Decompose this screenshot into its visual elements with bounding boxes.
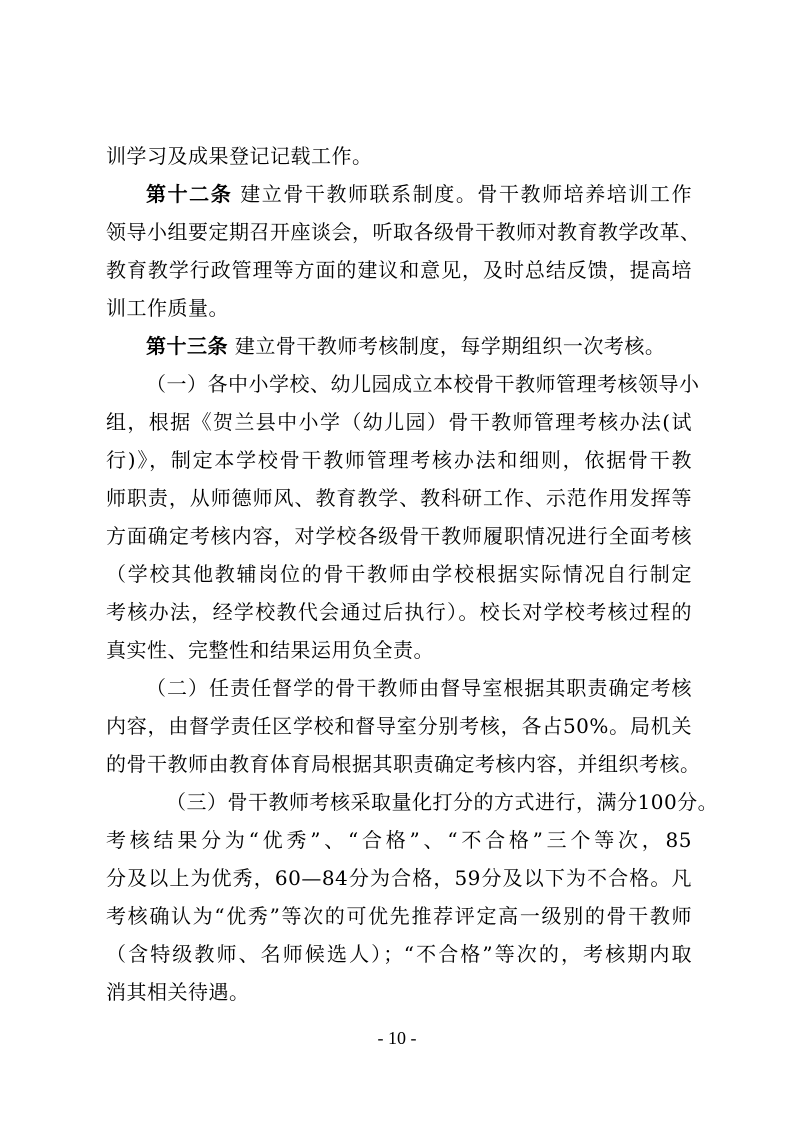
body-line — [106, 410, 692, 434]
body-line — [106, 904, 692, 928]
body-line — [106, 524, 692, 548]
body-line — [106, 220, 701, 244]
line-text: 领导小组要定期召开座谈会，听取各级骨干教师对教育教学改革、 — [106, 220, 701, 244]
line-text: 行)》，制定本学校骨干教师管理考核办法和细则，依据骨干教 — [106, 448, 692, 472]
line-text: 方面确定考核内容，对学校各级骨干教师履职情况进行全面考核 — [106, 524, 692, 548]
line-text: 教育教学行政管理等方面的建议和意见，及时总结反馈，提高培 — [106, 258, 692, 282]
line-text: 消其相关待遇。 — [106, 980, 250, 1004]
body-line — [106, 600, 692, 624]
body-line — [166, 790, 719, 814]
body-line — [146, 372, 700, 396]
line-text: 的骨干教师由教育体育局根据其职责确定考核内容，并组织考核。 — [106, 752, 701, 776]
line-text: （三）骨干教师考核采取量化打分的方式进行，满分100分。 — [166, 790, 719, 814]
line-text: 分及以上为优秀，60—84分为合格，59分及以下为不合格。凡 — [106, 866, 692, 890]
line-text: 内容，由督学责任区学校和督导室分别考核，各占50%。局机关 — [106, 714, 692, 738]
body-line — [106, 638, 434, 662]
body-line — [106, 980, 250, 1004]
line-text: （二）任责任督学的骨干教师由督导室根据其职责确定考核 — [146, 676, 692, 700]
line-text: 考核办法，经学校教代会通过后执行）。校长对学校考核过程的 — [106, 600, 692, 624]
body-line — [106, 752, 701, 776]
body-line — [106, 828, 692, 852]
article-12-heading-line — [146, 182, 692, 206]
body-line — [106, 942, 692, 966]
body-line — [106, 296, 229, 320]
body-line — [106, 258, 692, 282]
line-text: 考核确认为“优秀”等次的可优先推荐评定高一级别的骨干教师 — [106, 904, 692, 928]
line-text: 训工作质量。 — [106, 296, 229, 320]
line-text: 真实性、完整性和结果运用负全责。 — [106, 638, 434, 662]
article-12-label: 第十二条 — [146, 182, 233, 206]
article-13-label: 第十三条 — [146, 334, 228, 358]
line-text: 建立骨干教师考核制度，每学期组织一次考核。 — [228, 334, 666, 358]
page-number: - 10 - — [377, 1028, 417, 1048]
line-text: （含特级教师、名师候选人）；“不合格”等次的，考核期内取 — [106, 942, 692, 966]
body-line — [106, 144, 373, 168]
body-line — [106, 448, 692, 472]
body-line — [106, 562, 692, 586]
body-line — [146, 676, 692, 700]
line-text: （一）各中小学校、幼儿园成立本校骨干教师管理考核领导小 — [146, 372, 700, 396]
body-line — [106, 714, 692, 738]
body-line — [106, 866, 692, 890]
line-text: 组，根据《贺兰县中小学（幼儿园）骨干教师管理考核办法(试 — [106, 410, 692, 434]
line-text: 考核结果分为“优秀”、“合格”、“不合格”三个等次，85 — [106, 828, 692, 852]
line-text: 训学习及成果登记记载工作。 — [106, 144, 373, 168]
line-text: 建立骨干教师联系制度。骨干教师培养培训工作 — [232, 182, 693, 206]
article-13-heading-line — [146, 334, 665, 358]
body-line — [106, 486, 692, 510]
line-text: 师职责，从师德师风、教育教学、教科研工作、示范作用发挥等 — [106, 486, 692, 510]
line-text: （学校其他教辅岗位的骨干教师由学校根据实际情况自行制定 — [106, 562, 692, 586]
